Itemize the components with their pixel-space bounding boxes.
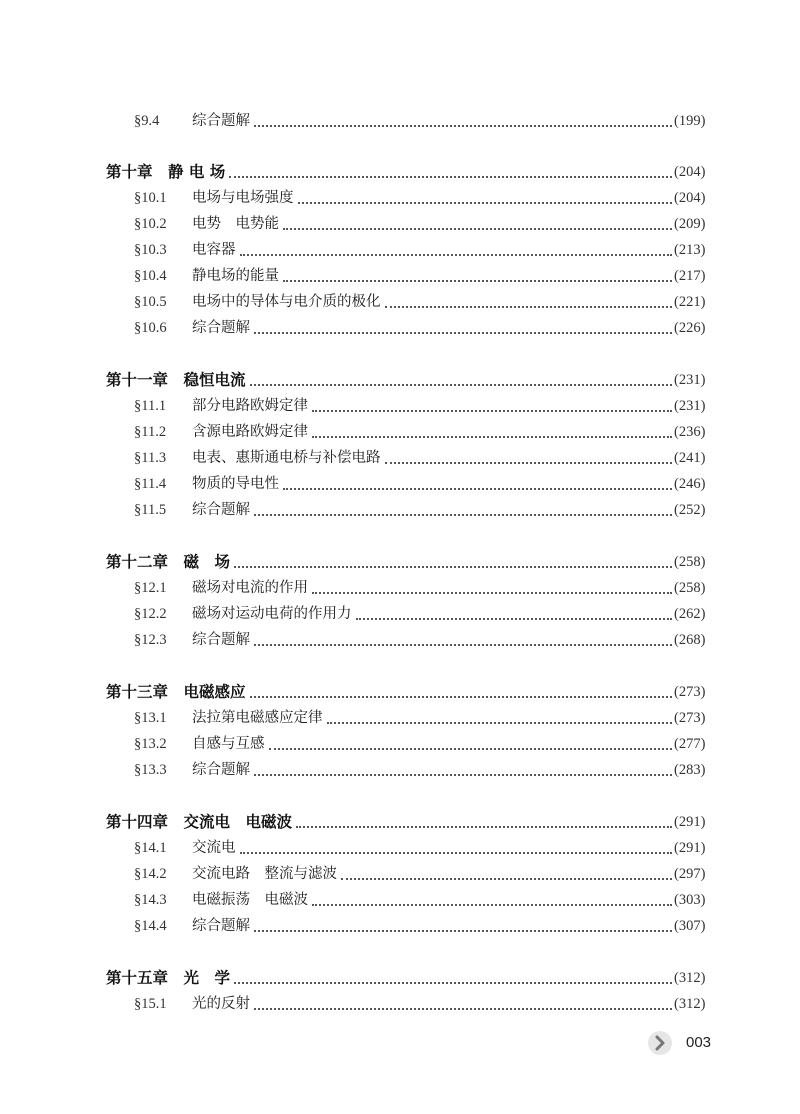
section-title: 综合题解 xyxy=(192,320,250,336)
section-number: §11.4 xyxy=(134,476,167,492)
toc-section-entry[interactable] xyxy=(0,290,800,314)
page-reference: (209) xyxy=(674,216,706,232)
page-reference: (213) xyxy=(674,242,706,258)
page-reference: (291) xyxy=(674,814,706,830)
page-reference: (231) xyxy=(674,372,706,388)
section-number: §10.4 xyxy=(134,268,167,284)
toc-section-entry[interactable] xyxy=(0,264,800,288)
section-number: §10.2 xyxy=(134,216,167,232)
page-reference: (204) xyxy=(674,164,706,180)
toc-chapter-entry[interactable] xyxy=(0,966,800,990)
section-number: §14.4 xyxy=(134,918,167,934)
section-number: §12.2 xyxy=(134,606,167,622)
toc-section-entry[interactable] xyxy=(0,914,800,938)
section-title: 磁场对运动电荷的作用力 xyxy=(192,606,352,622)
section-number: §13.2 xyxy=(134,736,167,752)
dot-leader xyxy=(312,410,672,412)
page-reference: (236) xyxy=(674,424,706,440)
dot-leader xyxy=(283,228,672,230)
section-title: 电场中的导体与电介质的极化 xyxy=(192,294,381,310)
dot-leader xyxy=(240,852,672,854)
dot-leader xyxy=(269,748,672,750)
toc-section-entry[interactable] xyxy=(0,732,800,756)
section-title: 磁场对电流的作用 xyxy=(192,580,308,596)
toc-section-entry[interactable] xyxy=(0,109,800,133)
page-footer xyxy=(648,1030,758,1056)
dot-leader xyxy=(298,202,672,204)
dot-leader xyxy=(385,306,672,308)
page-reference: (262) xyxy=(674,606,706,622)
page-reference: (297) xyxy=(674,866,706,882)
toc-chapter-entry[interactable] xyxy=(0,160,800,184)
chapter-title: 第十五章 光 学 xyxy=(106,969,231,987)
chapter-title: 第十一章 稳恒电流 xyxy=(106,371,246,389)
page-reference: (307) xyxy=(674,918,706,934)
dot-leader xyxy=(312,904,672,906)
section-title: 自感与互感 xyxy=(192,736,265,752)
section-title: 部分电路欧姆定律 xyxy=(192,398,308,414)
dot-leader xyxy=(327,722,672,724)
section-title: 综合题解 xyxy=(192,918,250,934)
dot-leader xyxy=(234,566,672,568)
section-number: §13.1 xyxy=(134,710,167,726)
toc-section-entry[interactable] xyxy=(0,212,800,236)
chapter-title: 第十章 静 电 场 xyxy=(106,163,226,181)
section-title: 法拉第电磁感应定律 xyxy=(192,710,323,726)
toc-chapter-entry[interactable] xyxy=(0,810,800,834)
section-title: 综合题解 xyxy=(192,113,250,129)
dot-leader xyxy=(254,514,672,516)
page-reference: (312) xyxy=(674,996,706,1012)
page-reference: (312) xyxy=(674,970,706,986)
dot-leader xyxy=(254,644,672,646)
page-reference: (273) xyxy=(674,684,706,700)
section-number: §11.2 xyxy=(134,424,167,440)
dot-leader xyxy=(240,254,672,256)
dot-leader xyxy=(254,332,672,334)
section-title: 综合题解 xyxy=(192,502,250,518)
toc-section-entry[interactable] xyxy=(0,628,800,652)
dot-leader xyxy=(296,826,672,828)
toc-section-entry[interactable] xyxy=(0,576,800,600)
toc-section-entry[interactable] xyxy=(0,238,800,262)
page-number: 003 xyxy=(686,1034,712,1051)
page-reference: (231) xyxy=(674,398,706,414)
page-reference: (291) xyxy=(674,840,706,856)
section-number: §14.3 xyxy=(134,892,167,908)
toc-section-entry[interactable] xyxy=(0,992,800,1016)
section-title: 交流电 xyxy=(192,840,236,856)
toc-section-entry[interactable] xyxy=(0,472,800,496)
section-title: 电场与电场强度 xyxy=(192,190,294,206)
dot-leader xyxy=(356,618,672,620)
toc-section-entry[interactable] xyxy=(0,602,800,626)
section-number: §12.3 xyxy=(134,632,167,648)
toc-section-entry[interactable] xyxy=(0,706,800,730)
dot-leader xyxy=(385,462,672,464)
page-reference: (268) xyxy=(674,632,706,648)
toc-section-entry[interactable] xyxy=(0,394,800,418)
section-title: 电磁振荡 电磁波 xyxy=(192,892,308,908)
page-reference: (303) xyxy=(674,892,706,908)
dot-leader xyxy=(283,280,672,282)
page-reference: (273) xyxy=(674,710,706,726)
page-reference: (217) xyxy=(674,268,706,284)
page-reference: (258) xyxy=(674,554,706,570)
dot-leader xyxy=(254,930,672,932)
section-number: §11.3 xyxy=(134,450,167,466)
section-number: §10.1 xyxy=(134,190,167,206)
section-number: §11.1 xyxy=(134,398,167,414)
section-title: 交流电路 整流与滤波 xyxy=(192,866,337,882)
page-reference: (221) xyxy=(674,294,706,310)
toc-chapter-entry[interactable] xyxy=(0,680,800,704)
page-reference: (277) xyxy=(674,736,706,752)
section-title: 静电场的能量 xyxy=(192,268,279,284)
section-title: 综合题解 xyxy=(192,762,250,778)
page-reference: (226) xyxy=(674,320,706,336)
section-number: §10.6 xyxy=(134,320,167,336)
toc-section-entry[interactable] xyxy=(0,446,800,470)
chapter-title: 第十四章 交流电 电磁波 xyxy=(106,813,293,831)
section-title: 综合题解 xyxy=(192,632,250,648)
section-number: §10.3 xyxy=(134,242,167,258)
section-number: §14.2 xyxy=(134,866,167,882)
dot-leader xyxy=(283,488,672,490)
section-title: 电容器 xyxy=(192,242,236,258)
dot-leader xyxy=(229,176,672,178)
section-number: §9.4 xyxy=(134,113,160,129)
section-number: §15.1 xyxy=(134,996,167,1012)
page-reference: (252) xyxy=(674,502,706,518)
toc-section-entry[interactable] xyxy=(0,498,800,522)
page-reference: (241) xyxy=(674,450,706,466)
page-reference: (246) xyxy=(674,476,706,492)
toc-section-entry[interactable] xyxy=(0,186,800,210)
section-number: §14.1 xyxy=(134,840,167,856)
page-reference: (283) xyxy=(674,762,706,778)
section-title: 物质的导电性 xyxy=(192,476,279,492)
section-number: §11.5 xyxy=(134,502,167,518)
toc-section-entry[interactable] xyxy=(0,836,800,860)
dot-leader xyxy=(254,125,672,127)
page-reference: (258) xyxy=(674,580,706,596)
dot-leader xyxy=(312,436,672,438)
dot-leader xyxy=(250,696,672,698)
chapter-title: 第十三章 电磁感应 xyxy=(106,683,246,701)
dot-leader xyxy=(312,592,672,594)
section-title: 电表、惠斯通电桥与补偿电路 xyxy=(192,450,381,466)
dot-leader xyxy=(234,982,672,984)
dot-leader xyxy=(254,774,672,776)
section-number: §10.5 xyxy=(134,294,167,310)
chapter-title: 第十二章 磁 场 xyxy=(106,553,231,571)
toc-section-entry[interactable] xyxy=(0,420,800,444)
toc-section-entry[interactable] xyxy=(0,758,800,782)
section-title: 光的反射 xyxy=(192,996,250,1012)
section-number: §12.1 xyxy=(134,580,167,596)
page-reference: (204) xyxy=(674,190,706,206)
toc-section-entry[interactable] xyxy=(0,862,800,886)
toc-section-entry[interactable] xyxy=(0,888,800,912)
chevron-right-icon[interactable] xyxy=(648,1031,672,1055)
section-title: 电势 电势能 xyxy=(192,216,279,232)
toc-chapter-entry[interactable] xyxy=(0,550,800,574)
toc-section-entry[interactable] xyxy=(0,316,800,340)
section-number: §13.3 xyxy=(134,762,167,778)
toc-chapter-entry[interactable] xyxy=(0,368,800,392)
dot-leader xyxy=(250,384,672,386)
section-title: 含源电路欧姆定律 xyxy=(192,424,308,440)
dot-leader xyxy=(341,878,672,880)
dot-leader xyxy=(254,1008,672,1010)
page-reference: (199) xyxy=(674,113,706,129)
